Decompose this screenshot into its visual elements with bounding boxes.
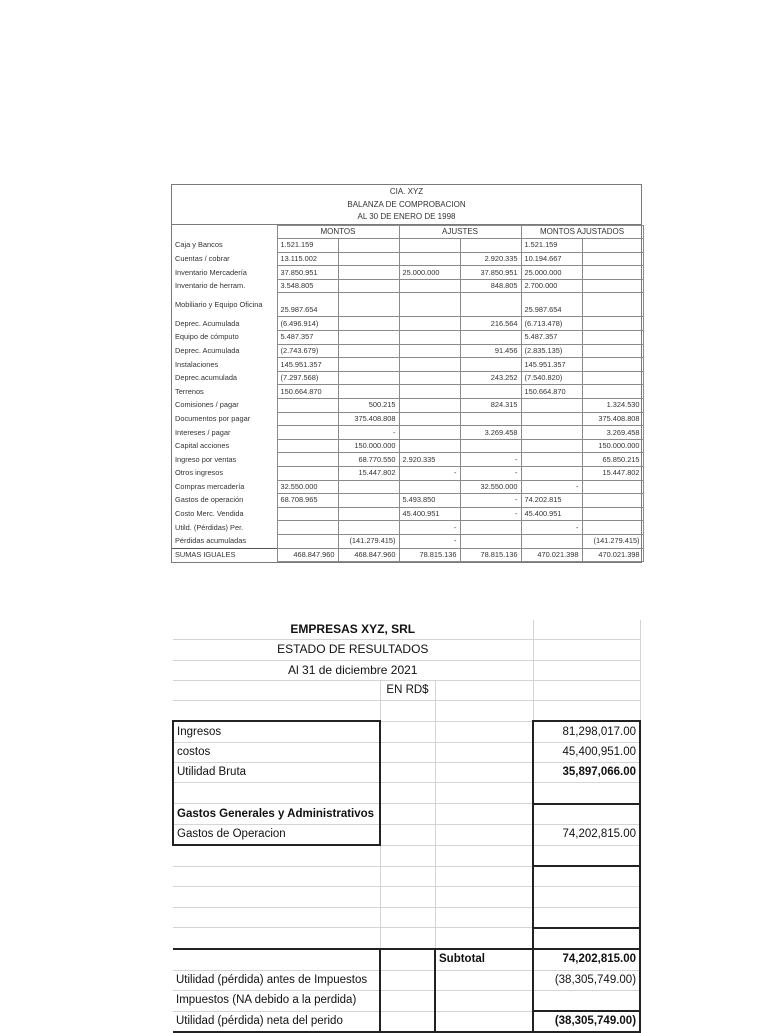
tb-amount-cell <box>399 412 460 426</box>
tb-amount-cell <box>338 521 399 535</box>
is-value: 81,298,017.00 <box>533 721 640 742</box>
trial-balance-table <box>172 225 644 563</box>
tb-amount-cell: 68.708.965 <box>277 494 338 508</box>
tb-amount-cell: 37.850.951 <box>277 266 338 280</box>
tb-amount-cell <box>399 439 460 453</box>
is-title-row <box>173 640 640 660</box>
tb-group-montos-ajustados: MONTOS AJUSTADOS <box>521 225 643 239</box>
tb-amount-cell <box>277 534 338 548</box>
tb-account-label: Instalaciones <box>172 358 277 372</box>
tb-amount-cell: 150.664.870 <box>521 385 582 399</box>
tb-row <box>172 399 643 413</box>
income-statement-table <box>172 620 641 1033</box>
tb-row <box>172 480 643 494</box>
tb-amount-cell: - <box>460 467 521 481</box>
trial-balance-header <box>172 185 641 225</box>
tb-total-cell: 78.815.136 <box>460 548 521 562</box>
tb-amount-cell <box>582 344 643 358</box>
is-row-neta <box>173 1011 640 1032</box>
tb-amount-cell <box>399 344 460 358</box>
tb-amount-cell: 15.447.802 <box>338 467 399 481</box>
tb-amount-cell <box>338 494 399 508</box>
tb-row <box>172 439 643 453</box>
tb-account-label: Cuentas / cobrar <box>172 252 277 266</box>
is-label: Impuestos (NA debido a la perdida) <box>173 990 380 1011</box>
is-row-impuestos <box>173 990 640 1011</box>
tb-amount-cell: (141.279.415) <box>582 534 643 548</box>
tb-group-header-row <box>172 225 643 239</box>
tb-amount-cell <box>460 239 521 253</box>
tb-row <box>172 534 643 548</box>
is-label: Utilidad Bruta <box>173 763 380 783</box>
is-company-row <box>173 620 640 640</box>
tb-amount-cell: 15.447.802 <box>582 467 643 481</box>
tb-amount-cell: 145.951.357 <box>277 358 338 372</box>
tb-amount-cell: 824.315 <box>460 399 521 413</box>
tb-amount-cell <box>399 426 460 440</box>
is-currency-row <box>173 680 640 700</box>
tb-amount-cell: 74.202.815 <box>521 494 582 508</box>
tb-amount-cell <box>399 358 460 372</box>
is-row-antes-impuestos <box>173 970 640 990</box>
tb-amount-cell: 25.000.000 <box>399 266 460 280</box>
tb-row <box>172 521 643 535</box>
tb-amount-cell <box>338 279 399 293</box>
tb-amount-cell: 2.920.335 <box>460 252 521 266</box>
is-value: 74,202,815.00 <box>533 824 640 845</box>
tb-account-label: Inventario Mercadería <box>172 266 277 280</box>
tb-total-cell: 468.847.960 <box>277 548 338 562</box>
tb-amount-cell: 1.324.530 <box>582 399 643 413</box>
tb-amount-cell <box>399 293 460 317</box>
tb-amount-cell: 243.252 <box>460 371 521 385</box>
tb-amount-cell <box>521 439 582 453</box>
tb-amount-cell <box>582 521 643 535</box>
tb-amount-cell <box>460 293 521 317</box>
tb-amount-cell <box>338 358 399 372</box>
tb-amount-cell: 25.987.654 <box>277 293 338 317</box>
tb-amount-cell <box>338 252 399 266</box>
tb-row <box>172 317 643 331</box>
tb-account-label: Pérdidas acumuladas <box>172 534 277 548</box>
tb-amount-cell: (6.713.478) <box>521 317 582 331</box>
tb-amount-cell: 13.115.002 <box>277 252 338 266</box>
tb-account-label: Costo Merc. Vendida <box>172 507 277 521</box>
is-row-subtotal <box>173 949 640 970</box>
tb-amount-cell: - <box>338 426 399 440</box>
tb-amount-cell: 2.920.335 <box>399 453 460 467</box>
tb-amount-cell <box>460 521 521 535</box>
tb-amount-cell <box>399 239 460 253</box>
tb-row <box>172 252 643 266</box>
tb-amount-cell <box>399 331 460 345</box>
tb-account-label: Documentos por pagar <box>172 412 277 426</box>
tb-account-label: Mobiliario y Equipo Oficina <box>172 293 277 317</box>
tb-amount-cell <box>582 266 643 280</box>
tb-amount-cell <box>399 399 460 413</box>
tb-amount-cell: 25.987.654 <box>521 293 582 317</box>
tb-totals-row <box>172 548 643 562</box>
tb-amount-cell: - <box>521 480 582 494</box>
tb-account-label: Otros ingresos <box>172 467 277 481</box>
tb-amount-cell <box>521 467 582 481</box>
tb-amount-cell <box>521 399 582 413</box>
tb-amount-cell: 65.850.215 <box>582 453 643 467</box>
is-subtotal-label: Subtotal <box>435 949 533 970</box>
tb-amount-cell <box>338 344 399 358</box>
is-title: ESTADO DE RESULTADOS <box>173 640 533 660</box>
tb-amount-cell: 37.850.951 <box>460 266 521 280</box>
tb-account-label: Deprec. Acumulada <box>172 344 277 358</box>
tb-account-label: Caja y Bancos <box>172 239 277 253</box>
tb-amount-cell: 216.564 <box>460 317 521 331</box>
is-row-gastos-generales <box>173 804 640 825</box>
tb-amount-cell <box>399 317 460 331</box>
tb-account-label: Deprec.acumulada <box>172 371 277 385</box>
tb-account-label: Capital acciones <box>172 439 277 453</box>
tb-amount-cell: 150.664.870 <box>277 385 338 399</box>
tb-amount-cell: 1.521.159 <box>521 239 582 253</box>
tb-amount-cell: - <box>399 467 460 481</box>
is-row-gastos-operacion <box>173 824 640 845</box>
tb-amount-cell <box>582 385 643 399</box>
tb-amount-cell <box>582 239 643 253</box>
tb-amount-cell <box>399 385 460 399</box>
tb-amount-cell: 3.548.805 <box>277 279 338 293</box>
tb-amount-cell: (7.540.820) <box>521 371 582 385</box>
tb-amount-cell <box>460 358 521 372</box>
tb-total-cell: 470.021.398 <box>521 548 582 562</box>
tb-amount-cell: 375.408.808 <box>582 412 643 426</box>
tb-row <box>172 371 643 385</box>
tb-amount-cell: 32.550.000 <box>460 480 521 494</box>
tb-amount-cell <box>338 331 399 345</box>
tb-amount-cell: 3.269.458 <box>460 426 521 440</box>
tb-account-label: Utild. (Pérdidas) Per. <box>172 521 277 535</box>
tb-amount-cell <box>338 239 399 253</box>
tb-amount-cell: 45.400.951 <box>399 507 460 521</box>
tb-amount-cell: 150.000.000 <box>582 439 643 453</box>
tb-row <box>172 358 643 372</box>
tb-amount-cell <box>338 480 399 494</box>
tb-amount-cell: (6.496.914) <box>277 317 338 331</box>
tb-account-label: Deprec. Acumulada <box>172 317 277 331</box>
tb-amount-cell: 25.000.000 <box>521 266 582 280</box>
tb-amount-cell: 45.400.951 <box>521 507 582 521</box>
tb-amount-cell: 500.215 <box>338 399 399 413</box>
tb-amount-cell <box>399 371 460 385</box>
income-statement <box>172 620 639 1033</box>
is-label: Gastos Generales y Administrativos <box>173 804 380 825</box>
tb-amount-cell: (2.743.679) <box>277 344 338 358</box>
tb-amount-cell <box>277 521 338 535</box>
tb-amount-cell <box>338 266 399 280</box>
tb-body <box>172 239 643 548</box>
tb-amount-cell: 68.770.550 <box>338 453 399 467</box>
tb-amount-cell: 10.194.667 <box>521 252 582 266</box>
tb-row <box>172 344 643 358</box>
tb-amount-cell: - <box>460 494 521 508</box>
trial-balance <box>171 184 642 563</box>
tb-amount-cell <box>460 534 521 548</box>
tb-amount-cell: - <box>460 453 521 467</box>
tb-amount-cell <box>338 507 399 521</box>
is-company: EMPRESAS XYZ, SRL <box>173 620 533 640</box>
tb-amount-cell <box>582 252 643 266</box>
tb-row <box>172 331 643 345</box>
tb-amount-cell <box>277 467 338 481</box>
tb-row <box>172 266 643 280</box>
tb-company: CIA. XYZ <box>389 187 424 196</box>
tb-account-label: Terrenos <box>172 385 277 399</box>
tb-amount-cell: 150.000.000 <box>338 439 399 453</box>
tb-amount-cell: - <box>521 521 582 535</box>
tb-amount-cell <box>277 412 338 426</box>
is-value: 45,400,951.00 <box>533 742 640 762</box>
tb-amount-cell <box>582 279 643 293</box>
tb-amount-cell: 3.269.458 <box>582 426 643 440</box>
tb-row <box>172 239 643 253</box>
is-row-ingresos <box>173 721 640 742</box>
tb-amount-cell <box>582 507 643 521</box>
tb-total-cell: 470.021.398 <box>582 548 643 562</box>
is-value: 74,202,815.00 <box>533 949 640 970</box>
tb-row <box>172 426 643 440</box>
is-label: Ingresos <box>173 721 380 742</box>
tb-amount-cell <box>460 439 521 453</box>
tb-group-montos: MONTOS <box>277 225 399 239</box>
tb-amount-cell <box>521 412 582 426</box>
tb-amount-cell <box>521 534 582 548</box>
tb-amount-cell <box>582 331 643 345</box>
tb-amount-cell <box>582 480 643 494</box>
tb-amount-cell <box>521 426 582 440</box>
tb-amount-cell <box>582 293 643 317</box>
is-date-row <box>173 660 640 680</box>
tb-amount-cell: 1.521.159 <box>277 239 338 253</box>
tb-amount-cell: 32.550.000 <box>277 480 338 494</box>
tb-row <box>172 279 643 293</box>
tb-amount-cell <box>338 371 399 385</box>
tb-amount-cell: - <box>460 507 521 521</box>
tb-amount-cell: 375.408.808 <box>338 412 399 426</box>
tb-account-label: Gastos de operación <box>172 494 277 508</box>
tb-amount-cell <box>338 385 399 399</box>
tb-amount-cell <box>582 358 643 372</box>
tb-amount-cell <box>399 480 460 494</box>
is-label: Gastos de Operacion <box>173 824 380 845</box>
tb-amount-cell <box>338 293 399 317</box>
tb-row <box>172 507 643 521</box>
tb-amount-cell: (7.297.568) <box>277 371 338 385</box>
tb-date: AL 30 DE ENERO DE 1998 <box>357 212 456 221</box>
tb-amount-cell: 848.805 <box>460 279 521 293</box>
is-label: costos <box>173 742 380 762</box>
tb-amount-cell: 5.487.357 <box>277 331 338 345</box>
tb-account-label: Compras mercadería <box>172 480 277 494</box>
tb-amount-cell <box>582 371 643 385</box>
tb-row <box>172 494 643 508</box>
tb-amount-cell: (141.279.415) <box>338 534 399 548</box>
tb-amount-cell <box>399 252 460 266</box>
tb-amount-cell <box>277 399 338 413</box>
tb-amount-cell <box>460 331 521 345</box>
tb-row <box>172 412 643 426</box>
is-date: Al 31 de diciembre 2021 <box>173 660 533 680</box>
tb-title: BALANZA DE COMPROBACION <box>347 199 466 209</box>
tb-amount-cell: 5.487.357 <box>521 331 582 345</box>
tb-total-cell: 468.847.960 <box>338 548 399 562</box>
tb-amount-cell <box>277 453 338 467</box>
tb-amount-cell <box>582 317 643 331</box>
tb-amount-cell <box>277 426 338 440</box>
tb-amount-cell: 5.493.850 <box>399 494 460 508</box>
tb-account-label: Ingreso por ventas <box>172 453 277 467</box>
tb-amount-cell <box>521 453 582 467</box>
tb-account-label: Equipo de cómputo <box>172 331 277 345</box>
tb-amount-cell <box>399 279 460 293</box>
tb-totals-label: SUMAS IGUALES <box>172 548 277 562</box>
tb-amount-cell <box>338 317 399 331</box>
tb-amount-cell <box>460 385 521 399</box>
tb-total-cell: 78.815.136 <box>399 548 460 562</box>
tb-amount-cell: - <box>399 521 460 535</box>
tb-row <box>172 467 643 481</box>
is-currency: EN RD$ <box>380 680 435 700</box>
tb-account-label: Comisiones / pagar <box>172 399 277 413</box>
tb-amount-cell <box>277 507 338 521</box>
tb-amount-cell <box>582 494 643 508</box>
tb-group-ajustes: AJUSTES <box>399 225 521 239</box>
is-value: 35,897,066.00 <box>533 763 640 783</box>
tb-account-label: Intereses / pagar <box>172 426 277 440</box>
tb-amount-cell: 91.456 <box>460 344 521 358</box>
tb-amount-cell <box>277 439 338 453</box>
is-label: Utilidad (pérdida) neta del perido <box>173 1011 380 1032</box>
tb-amount-cell <box>460 412 521 426</box>
is-value: (38,305,749.00) <box>533 1011 640 1032</box>
tb-account-label: Inventario de herram. <box>172 279 277 293</box>
tb-row <box>172 453 643 467</box>
is-value: (38,305,749.00) <box>533 970 640 990</box>
is-label: Utilidad (pérdida) antes de Impuestos <box>173 970 380 990</box>
is-row-utilidad-bruta <box>173 763 640 783</box>
tb-row <box>172 293 643 317</box>
tb-amount-cell: 2.700.000 <box>521 279 582 293</box>
tb-row <box>172 385 643 399</box>
tb-amount-cell: (2.835.135) <box>521 344 582 358</box>
tb-amount-cell: 145.951.357 <box>521 358 582 372</box>
tb-amount-cell: - <box>399 534 460 548</box>
is-row-costos <box>173 742 640 762</box>
